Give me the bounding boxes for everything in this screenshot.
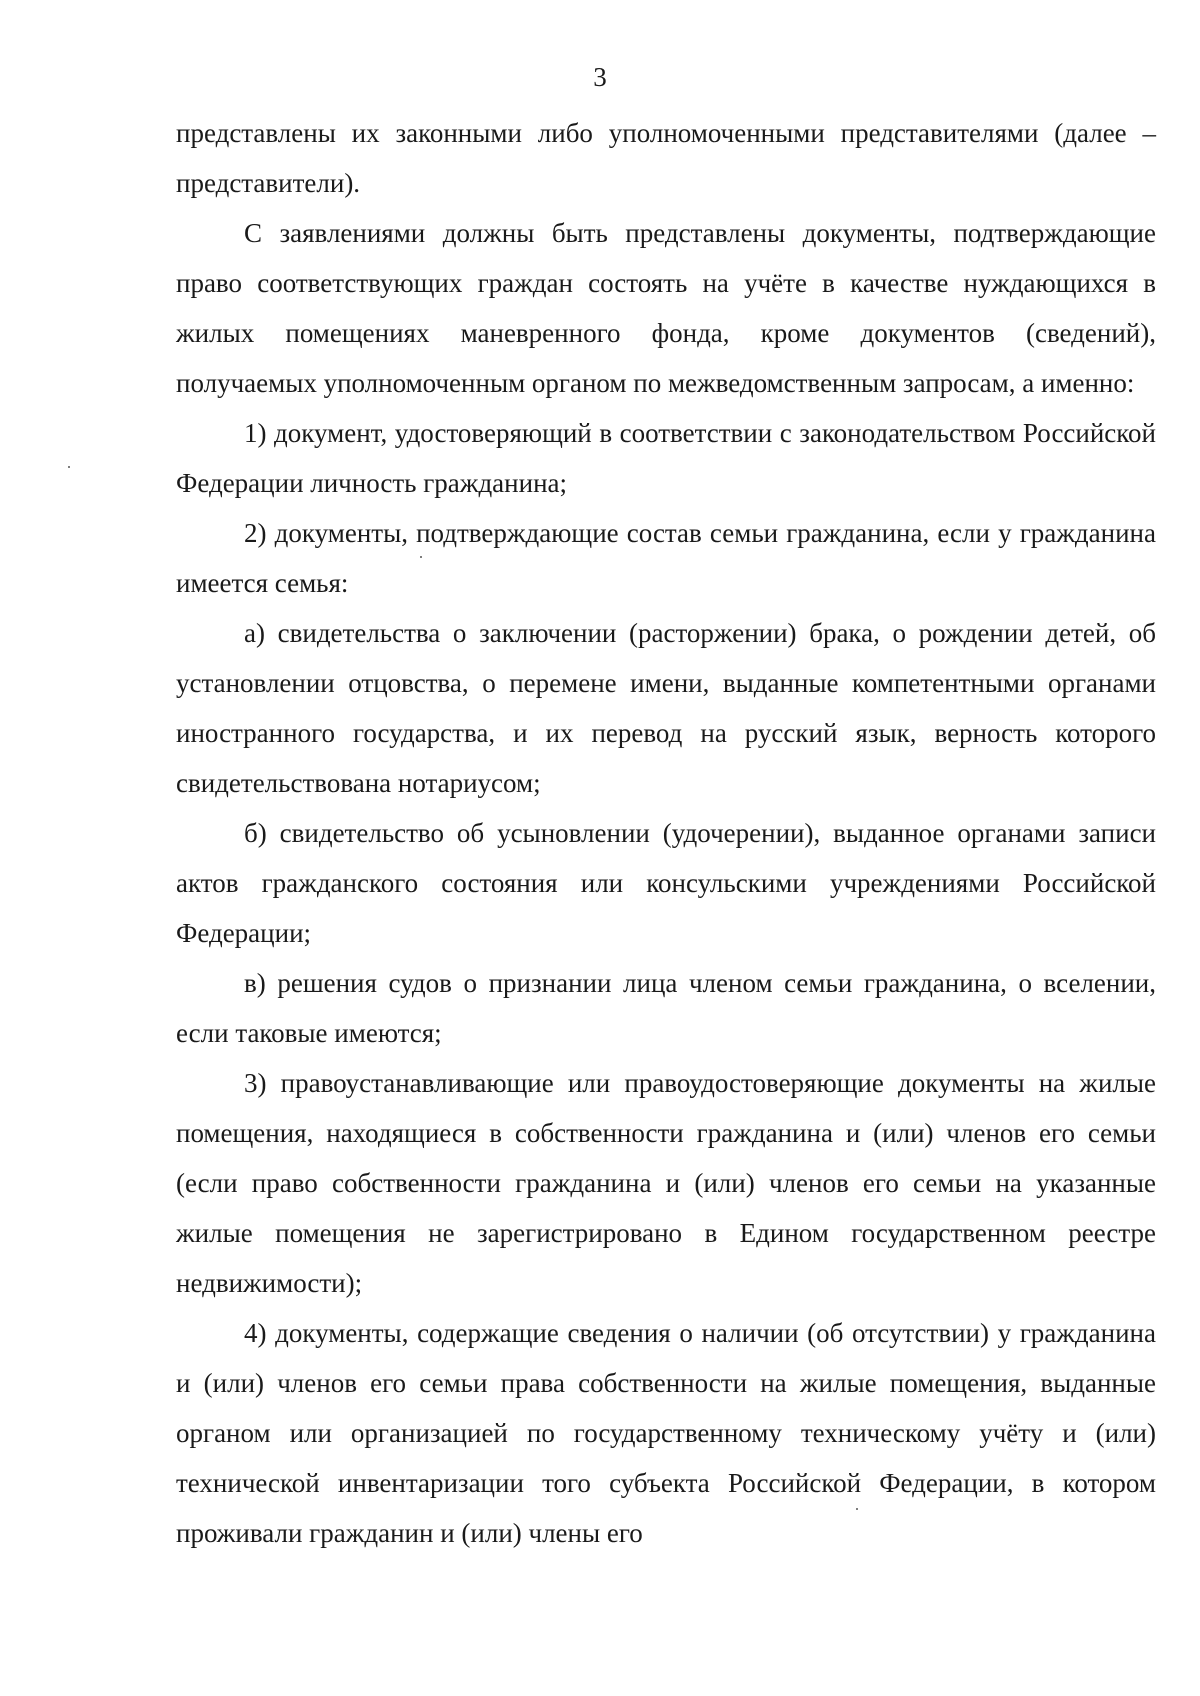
paragraph-continuation: представлены их законными либо уполномоченными представителями (далее – представители). bbox=[176, 118, 1156, 198]
paragraph-item-4: 4) документы, содержащие сведения о наличии (об отсутствии) у гражданина и (или) членов его семьи права собственности на жилые помещения, выданные органом или организацией по государственному техническому учёту и (или) технической инвентаризации того субъекта Российской Федерации, в котором проживали гражданин и (или) члены его bbox=[176, 1318, 1156, 1548]
scan-speck bbox=[420, 556, 422, 558]
paragraph-item-1: 1) документ, удостоверяющий в соответствии с законодательством Российской Федерации личность гражданина; bbox=[176, 418, 1156, 498]
scan-speck bbox=[856, 1508, 858, 1510]
paragraph-documents-intro: С заявлениями должны быть представлены документы, подтверждающие право соответствующих граждан состоять на учёте в качестве нуждающихся в жилых помещениях маневренного фонда, кроме документов (сведений), получаемых уполномоченным органом по межведомственным запросам, а именно: bbox=[176, 218, 1156, 398]
paragraph-item-3: 3) правоустанавливающие или правоудостоверяющие документы на жилые помещения, находящиеся в собственности гражданина и (или) членов его семьи (если право собственности гражданина и (или) членов его семьи на указанные жилые помещения не зарегистрировано в Едином государственном реестре недвижимости); bbox=[176, 1068, 1156, 1298]
paragraph-item-2v: в) решения судов о признании лица членом семьи гражданина, о вселении, если таковые имеются; bbox=[176, 968, 1156, 1048]
scan-speck bbox=[68, 466, 70, 468]
page-number: 3 bbox=[593, 62, 607, 92]
paragraph-item-2: 2) документы, подтверждающие состав семьи гражданина, если у гражданина имеется семья: bbox=[176, 518, 1156, 598]
paragraph-item-2a: а) свидетельства о заключении (расторжении) брака, о рождении детей, об установлении отцовства, о перемене имени, выданные компетентными органами иностранного государства, и их перевод на русский язык, верность которого свидетельствована нотариусом; bbox=[176, 618, 1156, 798]
document-body bbox=[176, 108, 1156, 1558]
paragraph-item-2b: б) свидетельство об усыновлении (удочерении), выданное органами записи актов гражданского состояния или консульскими учреждениями Российской Федерации; bbox=[176, 818, 1156, 948]
